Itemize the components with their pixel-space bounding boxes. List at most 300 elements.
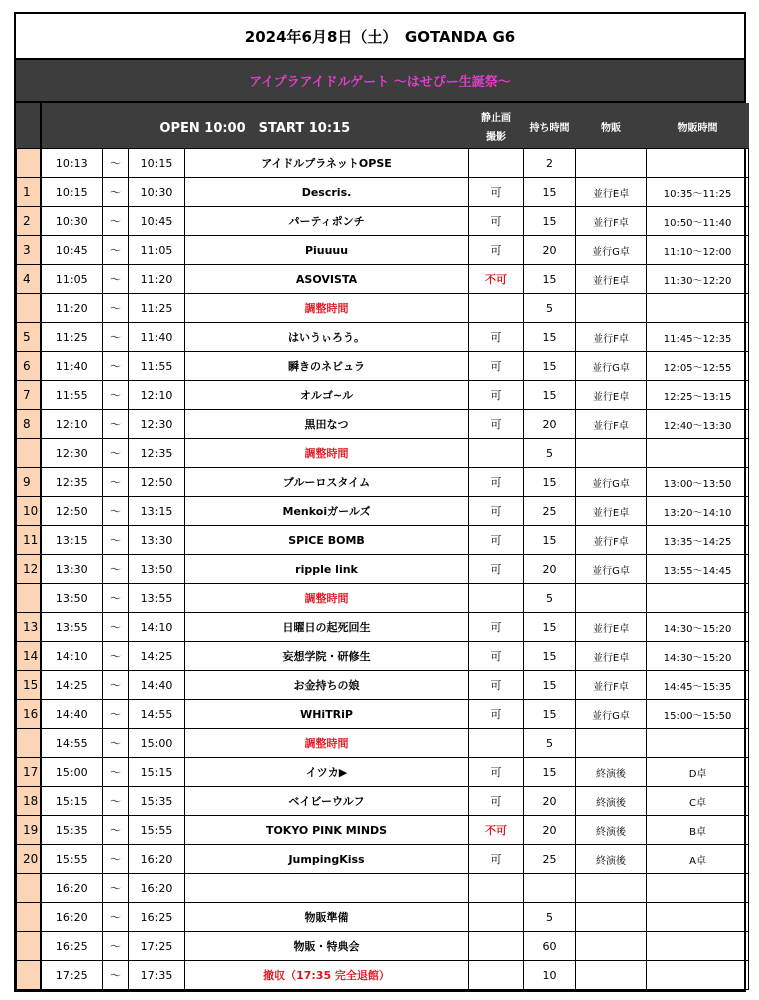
act-name: SPICE BOMB <box>185 526 469 555</box>
photo-permission <box>469 584 524 613</box>
row-number: 2 <box>17 207 41 236</box>
duration: 15 <box>524 526 576 555</box>
act-name: お金持ちの娘 <box>185 671 469 700</box>
merch-location: 終演後 <box>576 787 647 816</box>
photo-permission <box>469 903 524 932</box>
time-separator: ～ <box>103 874 129 903</box>
start-time: 13:55 <box>41 613 103 642</box>
start-time: 14:55 <box>41 729 103 758</box>
act-name: Piuuuu <box>185 236 469 265</box>
time-separator: ～ <box>103 787 129 816</box>
event-name: アイプラアイドルゲート ～はせぴー生誕祭～ <box>249 75 511 90</box>
start-time: 16:20 <box>41 874 103 903</box>
row-number: 1 <box>17 178 41 207</box>
duration: 15 <box>524 352 576 381</box>
photo-permission <box>469 961 524 990</box>
act-name: JumpingKiss <box>185 845 469 874</box>
merch-location <box>576 149 647 178</box>
time-separator: ～ <box>103 497 129 526</box>
table-row <box>17 294 749 323</box>
start-time: 13:15 <box>41 526 103 555</box>
end-time: 11:55 <box>129 352 185 381</box>
start-time: 12:35 <box>41 468 103 497</box>
duration: 20 <box>524 555 576 584</box>
photo-header-line2: 撮影 <box>486 132 507 143</box>
time-separator: ～ <box>103 816 129 845</box>
merch-location: 並行G卓 <box>576 555 647 584</box>
row-number: 11 <box>17 526 41 555</box>
time-separator: ～ <box>103 265 129 294</box>
merch-location: 並行E卓 <box>576 265 647 294</box>
act-name: ベイビーウルフ <box>185 787 469 816</box>
time-separator: ～ <box>103 555 129 584</box>
end-time: 11:25 <box>129 294 185 323</box>
end-time: 13:15 <box>129 497 185 526</box>
act-name: 撤収（17:35 完全退館） <box>185 961 469 990</box>
merch-location: 並行E卓 <box>576 178 647 207</box>
merch-time: 12:40～13:30 <box>647 410 749 439</box>
end-time: 12:50 <box>129 468 185 497</box>
end-time: 12:35 <box>129 439 185 468</box>
photo-permission: 可 <box>469 236 524 265</box>
row-number: 15 <box>17 671 41 700</box>
table-row <box>17 468 749 497</box>
table-row <box>17 874 749 903</box>
start-time: 10:15 <box>41 178 103 207</box>
start-time: 11:05 <box>41 265 103 294</box>
row-number: 14 <box>17 642 41 671</box>
duration: 15 <box>524 381 576 410</box>
merch-time: 11:30～12:20 <box>647 265 749 294</box>
merch-location <box>576 294 647 323</box>
end-time: 11:05 <box>129 236 185 265</box>
merch-location: 並行E卓 <box>576 613 647 642</box>
photo-permission: 可 <box>469 700 524 729</box>
time-separator: ～ <box>103 381 129 410</box>
merch-location <box>576 961 647 990</box>
photo-permission: 可 <box>469 352 524 381</box>
start-time: 12:10 <box>41 410 103 439</box>
duration: 15 <box>524 468 576 497</box>
merch-location: 並行E卓 <box>576 642 647 671</box>
row-number: 5 <box>17 323 41 352</box>
time-separator: ～ <box>103 903 129 932</box>
time-separator: ～ <box>103 439 129 468</box>
table-row <box>17 903 749 932</box>
act-name: ripple link <box>185 555 469 584</box>
table-row <box>17 526 749 555</box>
start-time: 13:30 <box>41 555 103 584</box>
row-number <box>17 294 41 323</box>
time-separator: ～ <box>103 178 129 207</box>
photo-permission <box>469 874 524 903</box>
photo-permission: 可 <box>469 410 524 439</box>
merch-location <box>576 903 647 932</box>
open-start-header: OPEN 10:00 START 10:15 <box>41 104 469 149</box>
photo-permission <box>469 932 524 961</box>
time-separator: ～ <box>103 700 129 729</box>
end-time: 17:35 <box>129 961 185 990</box>
time-separator: ～ <box>103 526 129 555</box>
photo-permission: 可 <box>469 671 524 700</box>
table-row <box>17 207 749 236</box>
table-row <box>17 845 749 874</box>
merch-time: 14:45～15:35 <box>647 671 749 700</box>
timetable-sheet <box>14 12 746 992</box>
table-row <box>17 961 749 990</box>
merch-time: 13:55～14:45 <box>647 555 749 584</box>
row-number: 6 <box>17 352 41 381</box>
start-time: 11:25 <box>41 323 103 352</box>
merch-location <box>576 874 647 903</box>
table-row <box>17 671 749 700</box>
merch-time <box>647 903 749 932</box>
merch-time <box>647 149 749 178</box>
merch-location <box>576 729 647 758</box>
time-separator: ～ <box>103 584 129 613</box>
merch-time <box>647 874 749 903</box>
act-name: オルゴ~ル <box>185 381 469 410</box>
photo-permission: 不可 <box>469 265 524 294</box>
row-number <box>17 584 41 613</box>
end-time: 14:10 <box>129 613 185 642</box>
duration: 25 <box>524 845 576 874</box>
merch-time: 13:00～13:50 <box>647 468 749 497</box>
time-separator: ～ <box>103 236 129 265</box>
header-number-cell <box>17 104 41 149</box>
start-time: 17:25 <box>41 961 103 990</box>
table-row <box>17 236 749 265</box>
end-time: 14:25 <box>129 642 185 671</box>
event-banner <box>16 60 744 103</box>
row-number <box>17 961 41 990</box>
act-name: パーティポンチ <box>185 207 469 236</box>
duration: 15 <box>524 265 576 294</box>
photo-permission: 可 <box>469 468 524 497</box>
photo-permission <box>469 149 524 178</box>
start-time: 14:25 <box>41 671 103 700</box>
schedule-table <box>16 103 749 990</box>
row-number <box>17 874 41 903</box>
end-time: 10:15 <box>129 149 185 178</box>
merch-time: 12:05～12:55 <box>647 352 749 381</box>
photo-permission: 可 <box>469 207 524 236</box>
table-row <box>17 787 749 816</box>
duration: 5 <box>524 584 576 613</box>
duration: 15 <box>524 323 576 352</box>
merch-time <box>647 584 749 613</box>
merch-location: 並行F卓 <box>576 526 647 555</box>
duration: 20 <box>524 787 576 816</box>
merch-time: 13:20～14:10 <box>647 497 749 526</box>
merch-location: 並行G卓 <box>576 700 647 729</box>
end-time: 11:20 <box>129 265 185 294</box>
act-name: はいうぃろう。 <box>185 323 469 352</box>
duration: 15 <box>524 613 576 642</box>
end-time: 13:30 <box>129 526 185 555</box>
act-name: Menkoiガールズ <box>185 497 469 526</box>
end-time: 16:25 <box>129 903 185 932</box>
row-number: 13 <box>17 613 41 642</box>
end-time: 12:10 <box>129 381 185 410</box>
table-row <box>17 555 749 584</box>
start-time: 11:55 <box>41 381 103 410</box>
photo-permission: 可 <box>469 526 524 555</box>
merch-location: 並行G卓 <box>576 468 647 497</box>
photo-permission: 可 <box>469 381 524 410</box>
act-name: 調整時間 <box>185 439 469 468</box>
end-time: 16:20 <box>129 874 185 903</box>
start-time: 11:20 <box>41 294 103 323</box>
table-row <box>17 642 749 671</box>
table-row <box>17 497 749 526</box>
time-separator: ～ <box>103 207 129 236</box>
duration: 15 <box>524 178 576 207</box>
time-separator: ～ <box>103 961 129 990</box>
table-row <box>17 816 749 845</box>
duration: 15 <box>524 700 576 729</box>
merch-time: 11:45～12:35 <box>647 323 749 352</box>
duration: 5 <box>524 294 576 323</box>
table-row <box>17 758 749 787</box>
start-time: 10:13 <box>41 149 103 178</box>
row-number <box>17 903 41 932</box>
start-time: 16:25 <box>41 932 103 961</box>
merch-time-header: 物販時間 <box>647 104 749 149</box>
end-time: 12:30 <box>129 410 185 439</box>
photo-permission: 可 <box>469 787 524 816</box>
duration: 10 <box>524 961 576 990</box>
photo-permission <box>469 439 524 468</box>
act-name <box>185 874 469 903</box>
photo-permission: 不可 <box>469 816 524 845</box>
photo-header-line1: 静止画 <box>481 113 512 124</box>
duration: 20 <box>524 236 576 265</box>
merch-location: 並行F卓 <box>576 671 647 700</box>
table-row <box>17 729 749 758</box>
act-name: ブルーロスタイム <box>185 468 469 497</box>
merch-time <box>647 294 749 323</box>
merch-time: 15:00～15:50 <box>647 700 749 729</box>
act-name: Descris. <box>185 178 469 207</box>
duration: 15 <box>524 642 576 671</box>
row-number: 16 <box>17 700 41 729</box>
merch-location: 並行E卓 <box>576 497 647 526</box>
photo-permission: 可 <box>469 323 524 352</box>
duration: 20 <box>524 410 576 439</box>
table-row <box>17 439 749 468</box>
end-time: 10:45 <box>129 207 185 236</box>
duration: 5 <box>524 439 576 468</box>
time-separator: ～ <box>103 758 129 787</box>
photo-permission: 可 <box>469 845 524 874</box>
merch-location: 並行F卓 <box>576 410 647 439</box>
duration: 15 <box>524 671 576 700</box>
row-number: 3 <box>17 236 41 265</box>
table-header <box>17 104 749 149</box>
time-separator: ～ <box>103 352 129 381</box>
start-time: 13:50 <box>41 584 103 613</box>
act-name: 瞬きのネビュラ <box>185 352 469 381</box>
merch-time <box>647 932 749 961</box>
table-row <box>17 932 749 961</box>
photo-permission: 可 <box>469 613 524 642</box>
merch-time: A卓 <box>647 845 749 874</box>
merch-location: 並行G卓 <box>576 236 647 265</box>
merch-location: 並行F卓 <box>576 323 647 352</box>
start-time: 15:00 <box>41 758 103 787</box>
photo-permission: 可 <box>469 497 524 526</box>
start-time: 15:15 <box>41 787 103 816</box>
start-time: 15:35 <box>41 816 103 845</box>
merch-header: 物販 <box>576 104 647 149</box>
row-number: 10 <box>17 497 41 526</box>
end-time: 11:40 <box>129 323 185 352</box>
act-name: 調整時間 <box>185 729 469 758</box>
row-number: 20 <box>17 845 41 874</box>
table-row <box>17 265 749 294</box>
duration: 15 <box>524 207 576 236</box>
row-number <box>17 932 41 961</box>
time-separator: ～ <box>103 671 129 700</box>
table-row <box>17 613 749 642</box>
start-time: 16:20 <box>41 903 103 932</box>
duration: 15 <box>524 758 576 787</box>
merch-time: C卓 <box>647 787 749 816</box>
row-number <box>17 439 41 468</box>
duration: 5 <box>524 729 576 758</box>
row-number: 18 <box>17 787 41 816</box>
end-time: 14:40 <box>129 671 185 700</box>
photo-permission: 可 <box>469 178 524 207</box>
photo-permission: 可 <box>469 758 524 787</box>
merch-time: B卓 <box>647 816 749 845</box>
end-time: 10:30 <box>129 178 185 207</box>
act-name: 物販・特典会 <box>185 932 469 961</box>
row-number: 8 <box>17 410 41 439</box>
merch-time: 11:10～12:00 <box>647 236 749 265</box>
row-number <box>17 149 41 178</box>
act-name: WHiTRiP <box>185 700 469 729</box>
merch-location: 並行F卓 <box>576 207 647 236</box>
merch-location: 並行G卓 <box>576 352 647 381</box>
table-row <box>17 352 749 381</box>
time-separator: ～ <box>103 149 129 178</box>
merch-time: 12:25～13:15 <box>647 381 749 410</box>
act-name: 調整時間 <box>185 584 469 613</box>
merch-time: D卓 <box>647 758 749 787</box>
merch-location: 終演後 <box>576 845 647 874</box>
photo-permission: 可 <box>469 555 524 584</box>
end-time: 13:55 <box>129 584 185 613</box>
end-time: 16:20 <box>129 845 185 874</box>
time-separator: ～ <box>103 729 129 758</box>
end-time: 15:00 <box>129 729 185 758</box>
table-row <box>17 178 749 207</box>
merch-time: 13:35～14:25 <box>647 526 749 555</box>
merch-time: 14:30～15:20 <box>647 613 749 642</box>
table-row <box>17 584 749 613</box>
act-name: イツカ▶ <box>185 758 469 787</box>
act-name: ASOVISTA <box>185 265 469 294</box>
end-time: 15:15 <box>129 758 185 787</box>
end-time: 15:55 <box>129 816 185 845</box>
time-separator: ～ <box>103 613 129 642</box>
merch-time <box>647 729 749 758</box>
row-number: 7 <box>17 381 41 410</box>
act-name: アイドルプラネットOPSE <box>185 149 469 178</box>
act-name: 物販準備 <box>185 903 469 932</box>
duration: 25 <box>524 497 576 526</box>
time-separator: ～ <box>103 294 129 323</box>
merch-time: 10:35～11:25 <box>647 178 749 207</box>
row-number: 4 <box>17 265 41 294</box>
merch-location: 終演後 <box>576 758 647 787</box>
row-number: 12 <box>17 555 41 584</box>
end-time: 14:55 <box>129 700 185 729</box>
merch-location <box>576 439 647 468</box>
row-number: 19 <box>17 816 41 845</box>
row-number: 17 <box>17 758 41 787</box>
start-time: 12:30 <box>41 439 103 468</box>
start-time: 10:45 <box>41 236 103 265</box>
table-row <box>17 410 749 439</box>
row-number: 9 <box>17 468 41 497</box>
merch-time: 14:30～15:20 <box>647 642 749 671</box>
photo-permission <box>469 729 524 758</box>
table-row <box>17 381 749 410</box>
act-name: 黒田なつ <box>185 410 469 439</box>
act-name: TOKYO PINK MINDS <box>185 816 469 845</box>
start-time: 12:50 <box>41 497 103 526</box>
photo-permission <box>469 294 524 323</box>
start-time: 15:55 <box>41 845 103 874</box>
start-time: 11:40 <box>41 352 103 381</box>
time-separator: ～ <box>103 468 129 497</box>
merch-time <box>647 961 749 990</box>
end-time: 13:50 <box>129 555 185 584</box>
time-separator: ～ <box>103 642 129 671</box>
merch-location <box>576 584 647 613</box>
photo-header <box>469 104 524 149</box>
act-name: 日曜日の起死回生 <box>185 613 469 642</box>
act-name: 妄想学院・研修生 <box>185 642 469 671</box>
duration: 5 <box>524 903 576 932</box>
start-time: 10:30 <box>41 207 103 236</box>
time-separator: ～ <box>103 932 129 961</box>
merch-location: 終演後 <box>576 816 647 845</box>
merch-time <box>647 439 749 468</box>
start-time: 14:10 <box>41 642 103 671</box>
duration: 2 <box>524 149 576 178</box>
time-separator: ～ <box>103 845 129 874</box>
time-separator: ～ <box>103 323 129 352</box>
start-time: 14:40 <box>41 700 103 729</box>
photo-permission: 可 <box>469 642 524 671</box>
page-title: 2024年6月8日（土） GOTANDA G6 <box>16 14 744 60</box>
time-separator: ～ <box>103 410 129 439</box>
merch-location: 並行E卓 <box>576 381 647 410</box>
table-row <box>17 323 749 352</box>
duration: 60 <box>524 932 576 961</box>
duration-header: 持ち時間 <box>524 104 576 149</box>
act-name: 調整時間 <box>185 294 469 323</box>
table-row <box>17 700 749 729</box>
end-time: 17:25 <box>129 932 185 961</box>
table-row <box>17 149 749 178</box>
row-number <box>17 729 41 758</box>
merch-location <box>576 932 647 961</box>
